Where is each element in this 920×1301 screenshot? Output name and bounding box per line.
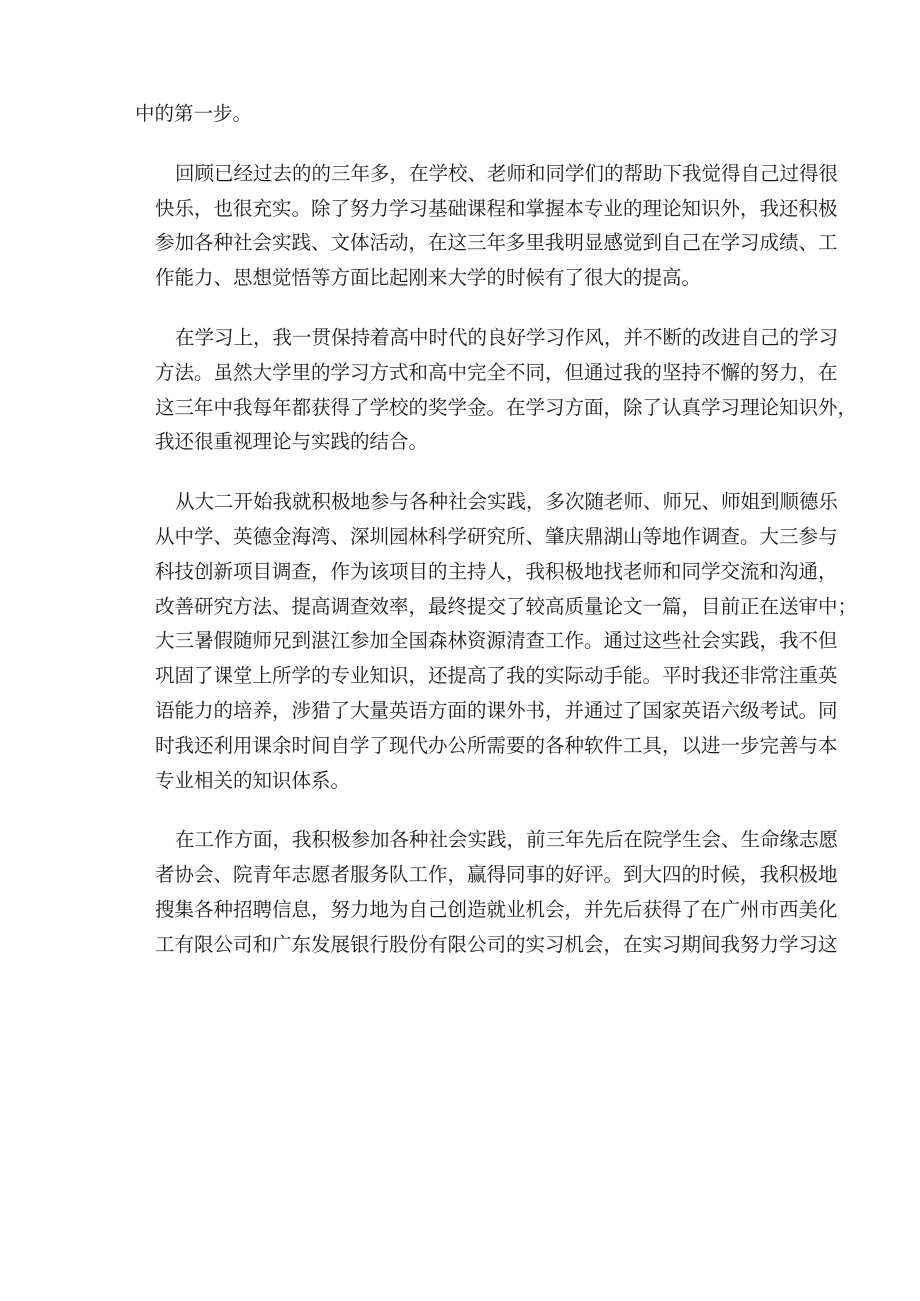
- text-line: 从大二开始我就积极地参与各种社会实践，多次随老师、师兄、师姐到顺德乐: [175, 490, 839, 514]
- text-line: 大三暑假随师兄到湛江参加全国森林资源清查工作。通过这些社会实践，我不但: [155, 629, 838, 653]
- text-line: 时我还利用课余时间自学了现代办公所需要的各种软件工具，以进一步完善与本: [155, 733, 838, 757]
- text-line: 搜集各种招聘信息，努力地为自己创造就业机会，并先后获得了在广州市西美化: [155, 897, 838, 921]
- document-body: [135, 97, 858, 988]
- text-line: 在学习上，我一贯保持着高中时代的良好学习作风，并不断的改进自己的学习: [175, 325, 839, 349]
- text-line: 快乐，也很充实。除了努力学习基础课程和掌握本专业的理论知识外，我还积极: [155, 196, 838, 220]
- text-line: 方法。虽然大学里的学习方式和高中完全不同，但通过我的坚持不懈的努力，在: [155, 360, 838, 384]
- paragraph-4: [135, 485, 858, 798]
- text-line: 我还很重视理论与实践的结合。: [155, 430, 429, 454]
- text-line: 语能力的培养，涉猎了大量英语方面的课外书，并通过了国家英语六级考试。同: [155, 698, 838, 722]
- text-line: 者协会、院青年志愿者服务队工作，赢得同事的好评。到大四的时候，我积极地: [155, 863, 838, 887]
- paragraph-3: [135, 321, 858, 460]
- text-line: 专业相关的知识体系。: [155, 768, 351, 792]
- text-line: 巩固了课堂上所学的专业知识，还提高了我的实际动手能。平时我还非常注重英: [155, 664, 838, 688]
- text-line: 作能力、思想觉悟等方面比起刚来大学的时候有了很大的提高。: [155, 266, 702, 290]
- text-line: 科技创新项目调查，作为该项目的主持人，我积极地找老师和同学交流和沟通，: [155, 559, 838, 583]
- text-line: 在工作方面，我积极参加各种社会实践，前三年先后在院学生会、生命缘志愿: [175, 828, 839, 852]
- paragraph-1: [135, 97, 800, 132]
- text-line: 工有限公司和广东发展银行股份有限公司的实习机会，在实习期间我努力学习这: [155, 932, 838, 956]
- text-line: 这三年中我每年都获得了学校的奖学金。在学习方面，除了认真学习理论知识外，: [155, 395, 858, 419]
- text-line: 中的第一步。: [135, 102, 253, 125]
- paragraph-5: [135, 823, 839, 962]
- text-line: 从中学、英德金海湾、深圳园林科学研究所、肇庆鼎湖山等地作调查。大三参与: [155, 524, 838, 548]
- text-line: 改善研究方法、提高调查效率，最终提交了较高质量论文一篇，目前正在送审中；: [155, 594, 858, 618]
- text-line: 回顾已经过去的的三年多，在学校、老师和同学们的帮助下我觉得自己过得很: [175, 161, 839, 185]
- text-line: 参加各种社会实践、文体活动，在这三年多里我明显感觉到自己在学习成绩、工: [155, 231, 838, 255]
- paragraph-2: [135, 157, 839, 296]
